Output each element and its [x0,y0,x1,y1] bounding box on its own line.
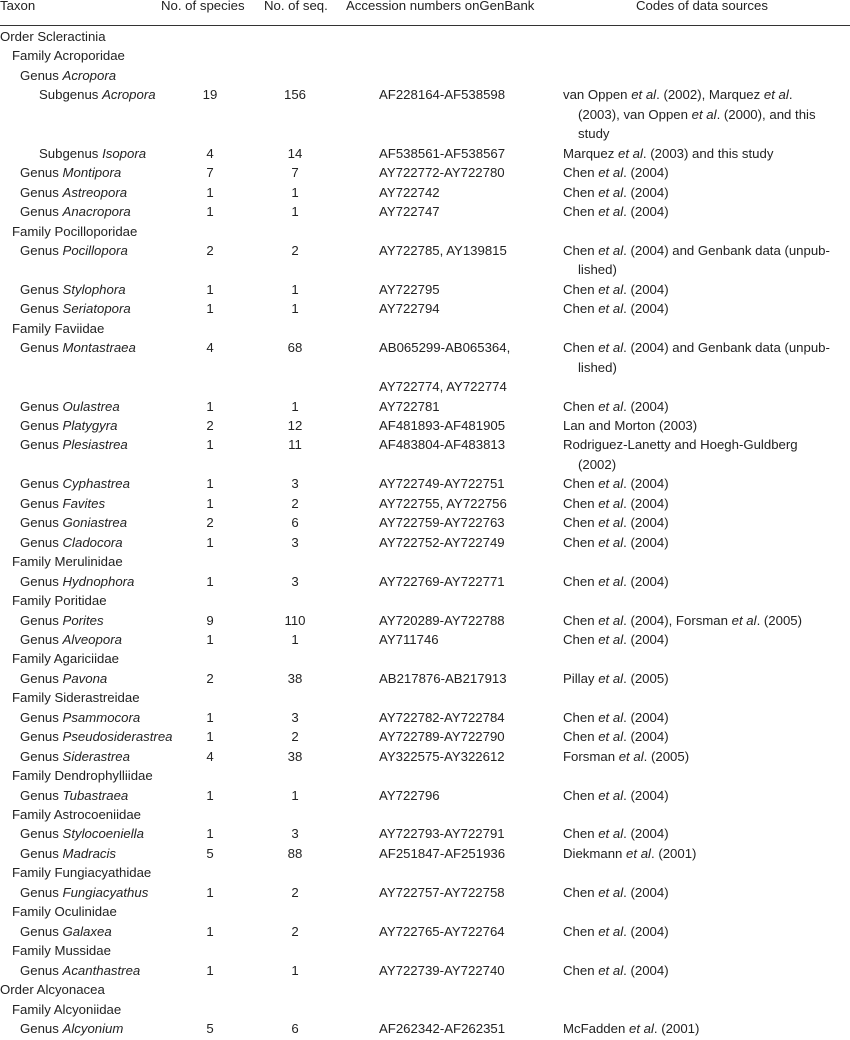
rank-prefix: Genus [20,281,63,297]
seq-count: 38 [287,748,303,764]
seq-count: 7 [291,165,299,181]
header-accession: Accession numbers onGenBank [346,0,535,13]
taxon-name: Psammocora [62,709,141,725]
source-cell: Chen et al. (2004) [563,884,669,900]
seq-count: 1 [291,631,299,647]
source-cell: Chen et al. (2004) and Genbank data (unpub- lished) [563,242,830,278]
rank-prefix: Genus [20,1020,63,1036]
taxon-cell: Family Acroporidae [12,48,125,64]
source-cell: Diekmann et al. (2001) [563,845,697,861]
source-cell: Chen et al. (2004) [563,787,669,803]
species-count: 19 [202,87,218,103]
taxon-name: Oulastrea [62,398,120,414]
source-cell: Chen et al. (2004) [563,515,669,531]
taxon-cell [20,163,121,182]
taxon-name: Alcyonium [62,1020,124,1036]
taxon-name: Acanthastrea [62,962,141,978]
seq-count: 68 [287,340,303,356]
seq-count: 88 [287,845,303,861]
accession-cell: AY722782-AY722784 [379,709,505,725]
seq-count: 2 [291,242,299,258]
source-cell: Chen et al. (2004) [563,301,669,317]
rank-prefix: Genus [20,826,63,842]
source-cell: Chen et al. (2004) and Genbank data (unpub- lished) [563,340,830,375]
seq-count: 6 [291,515,299,531]
rank-prefix: Genus [20,709,63,725]
taxon-cell: Family Dendrophylliidae [12,768,153,784]
accession-cell: AY722755, AY722756 [379,495,507,511]
accession-cell: AY722742 [379,184,440,200]
taxon-cell [20,883,148,902]
accession-cell: AY722747 [379,204,440,220]
taxon-name: Pavona [62,670,108,686]
source-cell: McFadden et al. (2001) [563,1020,700,1036]
species-count: 1 [206,709,214,725]
species-count: 1 [206,398,214,414]
taxon-name: Cyphastrea [62,476,130,492]
source-cell: Chen et al. (2004) [563,709,669,725]
taxon-name: Galaxea [62,923,112,939]
seq-count: 2 [291,884,299,900]
species-count: 5 [206,845,214,861]
taxon-name: Astreopora [62,184,128,200]
taxon-name: Hydnophora [62,573,135,589]
accession-cell: AB217876-AB217913 [379,670,507,686]
taxon-cell [20,280,126,299]
rank-prefix: Genus [20,670,63,686]
rank-prefix: Genus [20,165,63,181]
species-count: 7 [206,165,214,181]
rank-prefix: Genus [20,729,63,745]
source-cell: van Oppen et al. (2002), Marquez et al. (2003), van Oppen et al. (2000), and this study [563,87,816,142]
species-count: 4 [206,145,214,161]
rank-prefix: Genus [20,301,63,317]
accession-cell: AY722769-AY722771 [379,573,505,589]
taxon-cell: Family Merulinidae [12,554,123,570]
taxon-cell [20,747,130,766]
taxon-cell [20,708,140,727]
accession-cell: AF483804-AF483813 [379,437,506,453]
source-cell: Chen et al. (2004) [563,962,669,978]
rank-prefix: Genus [20,242,63,258]
seq-count: 2 [291,923,299,939]
species-count: 1 [206,962,214,978]
seq-count: 1 [291,184,299,200]
species-count: 4 [206,748,214,764]
taxon-cell [20,922,112,941]
rank-prefix: Genus [20,67,63,83]
accession-cell: AY722759-AY722763 [379,515,505,531]
source-cell: Forsman et al. (2005) [563,748,690,764]
species-count: 5 [206,1020,214,1036]
taxon-name: Seriatopora [62,301,131,317]
seq-count: 6 [291,1020,299,1036]
species-count: 2 [206,242,214,258]
rank-prefix: Genus [20,340,63,356]
taxon-name: Fungiacyathus [62,884,149,900]
taxon-cell: Order Alcyonacea [0,982,105,998]
taxon-cell [20,397,120,416]
taxon-name: Madracis [62,845,117,861]
accession-cell: AF538561-AF538567 [379,145,506,161]
rank-prefix: Genus [20,184,63,200]
accession-cell: AY722781 [379,398,440,414]
species-count: 9 [206,612,214,628]
taxon-name: Acropora [102,87,156,103]
taxon-cell [20,727,173,746]
rank-prefix: Subgenus [39,145,103,161]
seq-count: 38 [287,670,303,686]
accession-cell: AY722772-AY722780 [379,165,505,181]
taxon-cell [20,533,123,552]
accession-cell: AF262342-AF262351 [379,1020,506,1036]
seq-count: 12 [287,418,303,433]
taxon-cell: Family Faviidae [12,320,105,336]
seq-count: 156 [283,87,306,103]
source-cell: Chen et al. (2004) [563,534,669,550]
rank-prefix: Genus [20,787,63,803]
rank-prefix: Genus [20,923,63,939]
taxon-cell [20,338,136,357]
species-count: 1 [206,476,214,492]
taxon-name: Favites [62,495,106,511]
taxon-cell [20,844,116,863]
seq-count: 1 [291,962,299,978]
taxon-cell: Family Alcyoniidae [12,1001,122,1017]
taxon-cell [39,144,146,163]
taxon-cell [20,435,128,454]
rank-prefix: Genus [20,748,63,764]
accession-cell: AY722739-AY722740 [379,962,505,978]
taxon-name: Isopora [102,145,147,161]
accession-cell: AY322575-AY322612 [379,748,505,764]
rank-prefix: Genus [20,845,63,861]
source-cell: Rodriguez-Lanetty and Hoegh-Guldberg (2002) [563,437,798,472]
seq-count: 1 [291,787,299,803]
seq-count: 3 [291,709,299,725]
source-cell: Chen et al. (2004) [563,165,669,181]
taxon-cell: Family Astrocoeniidae [12,807,142,822]
taxon-cell: Family Agariciidae [12,651,120,667]
rank-prefix: Genus [20,476,63,492]
seq-count: 11 [288,437,302,453]
source-cell: Chen et al. (2004) [563,826,669,842]
table-header [0,0,850,26]
taxon-name: Montipora [62,165,122,181]
species-count: 2 [206,670,214,686]
accession-cell: AY722789-AY722790 [379,729,505,745]
source-cell: Chen et al. (2004) [563,573,669,589]
taxon-cell [20,1019,123,1038]
source-cell: Chen et al. (2004) [563,631,669,647]
taxon-name: Stylocoeniella [62,826,144,842]
taxon-name: Siderastrea [62,748,130,764]
taxon-name: Tubastraea [62,787,129,803]
taxon-cell [20,786,128,805]
taxon-cell [20,961,140,980]
header-seq: No. of seq. [264,0,328,13]
rank-prefix: Genus [20,884,63,900]
header-species: No. of species [161,0,245,13]
accession-cell: AY722796 [379,787,440,803]
rank-prefix: Genus [20,962,63,978]
accession-cell: AY711746 [379,631,439,647]
species-count: 1 [206,184,214,200]
accession-cell: AY722794 [379,301,440,317]
accession-cell: AY720289-AY722788 [379,612,505,628]
species-count: 1 [206,631,214,647]
species-count: 1 [206,729,214,745]
taxon-cell [20,572,134,591]
rank-prefix: Genus [20,418,63,433]
accession-cell: AY722749-AY722751 [379,476,505,492]
accession-cell: AY722793-AY722791 [379,826,505,842]
header-codes: Codes of data sources [636,0,768,13]
species-count: 2 [206,515,214,531]
source-cell: Chen et al. (2004) [563,923,669,939]
taxon-cell: Family Siderastreidae [12,690,140,706]
source-cell: Marquez et al. (2003) and this study [563,145,774,161]
rank-prefix: Genus [20,495,63,511]
accession-cell: AY722752-AY722749 [379,534,505,550]
source-cell: Chen et al. (2004) [563,398,669,414]
species-count: 1 [206,787,214,803]
accession-cell: AY722795 [379,281,440,297]
source-cell: Chen et al. (2004) [563,184,669,200]
taxon-cell [20,416,118,435]
taxon-name: Stylophora [62,281,126,297]
accession-cell: AY722765-AY722764 [379,923,505,939]
source-cell: Chen et al. (2004) [563,204,669,220]
species-count: 1 [206,495,214,511]
accession-cell: AF481893-AF481905 [379,418,506,433]
seq-count: 1 [291,301,299,317]
taxon-cell: Family Oculinidae [12,904,117,920]
taxon-name: Anacropora [62,204,131,220]
species-count: 1 [206,534,214,550]
accession-cell: AY722757-AY722758 [379,884,505,900]
taxon-cell: Family Poritidae [12,593,107,609]
taxon-cell [39,85,156,104]
taxon-cell [20,611,104,630]
accession-cell: AF251847-AF251936 [379,845,506,861]
source-cell: Chen et al. (2004) [563,729,669,745]
taxon-cell [20,474,130,493]
species-count: 1 [206,573,214,589]
seq-count: 14 [287,145,303,161]
taxon-cell: Family Mussidae [12,943,111,959]
species-count: 1 [206,204,214,220]
taxon-name: Pseudosiderastrea [62,729,173,745]
taxon-cell: Order Scleractinia [0,29,106,44]
species-count: 1 [206,301,214,317]
seq-count: 1 [291,204,299,220]
source-cell: Chen et al. (2004), Forsman et al. (2005) [563,612,803,628]
species-count: 2 [206,418,214,433]
source-cell: Chen et al. (2004) [563,281,669,297]
taxon-cell [20,513,127,532]
source-cell: Pillay et al. (2005) [563,670,669,686]
taxon-cell [20,241,128,260]
source-cell: Lan and Morton (2003) [563,418,698,433]
rank-prefix: Subgenus [39,87,103,103]
taxon-cell [20,183,127,202]
taxon-name: Acropora [62,67,117,83]
accession-cell: AB065299-AB065364, AY722774, AY722774 [379,340,511,394]
taxon-name: Porites [62,612,104,628]
seq-count: 3 [291,476,299,492]
taxon-cell [20,66,116,85]
header-taxon: Taxon [0,0,36,13]
rank-prefix: Genus [20,534,63,550]
species-count: 1 [206,437,214,453]
species-count: 1 [206,826,214,842]
seq-count: 1 [291,398,299,414]
rank-prefix: Genus [20,437,63,453]
source-cell: Chen et al. (2004) [563,495,669,511]
species-count: 1 [206,281,214,297]
rank-prefix: Genus [20,204,63,220]
taxon-cell [20,630,122,649]
taxon-name: Platygyra [62,418,118,433]
taxon-cell [20,669,107,688]
taxon-name: Goniastrea [62,515,128,531]
seq-count: 3 [291,826,299,842]
taxon-name: Cladocora [62,534,123,550]
species-count: 1 [206,923,214,939]
taxon-cell [20,202,131,221]
species-count: 4 [206,340,214,356]
seq-count: 2 [291,729,299,745]
taxon-name: Montastraea [62,340,136,356]
seq-count: 3 [291,534,299,550]
accession-cell: AF228164-AF538598 [379,87,506,103]
taxon-cell [20,299,131,318]
rank-prefix: Genus [20,612,63,628]
taxon-cell [20,494,105,513]
seq-count: 2 [291,495,299,511]
species-count: 1 [206,884,214,900]
seq-count: 3 [291,573,299,589]
taxon-name: Alveopora [62,631,122,647]
taxon-cell: Family Pocilloporidae [12,223,138,239]
taxon-cell: Family Fungiacyathidae [12,865,152,881]
taxon-name: Pocillopora [62,242,128,258]
seq-count: 1 [291,281,299,297]
rank-prefix: Genus [20,398,63,414]
taxon-cell [20,824,144,843]
source-cell: Chen et al. (2004) [563,476,669,492]
taxon-name: Plesiastrea [62,437,128,453]
seq-count: 110 [284,612,306,628]
rank-prefix: Genus [20,515,63,531]
accession-cell: AY722785, AY139815 [379,242,507,258]
rank-prefix: Genus [20,631,63,647]
rank-prefix: Genus [20,573,63,589]
